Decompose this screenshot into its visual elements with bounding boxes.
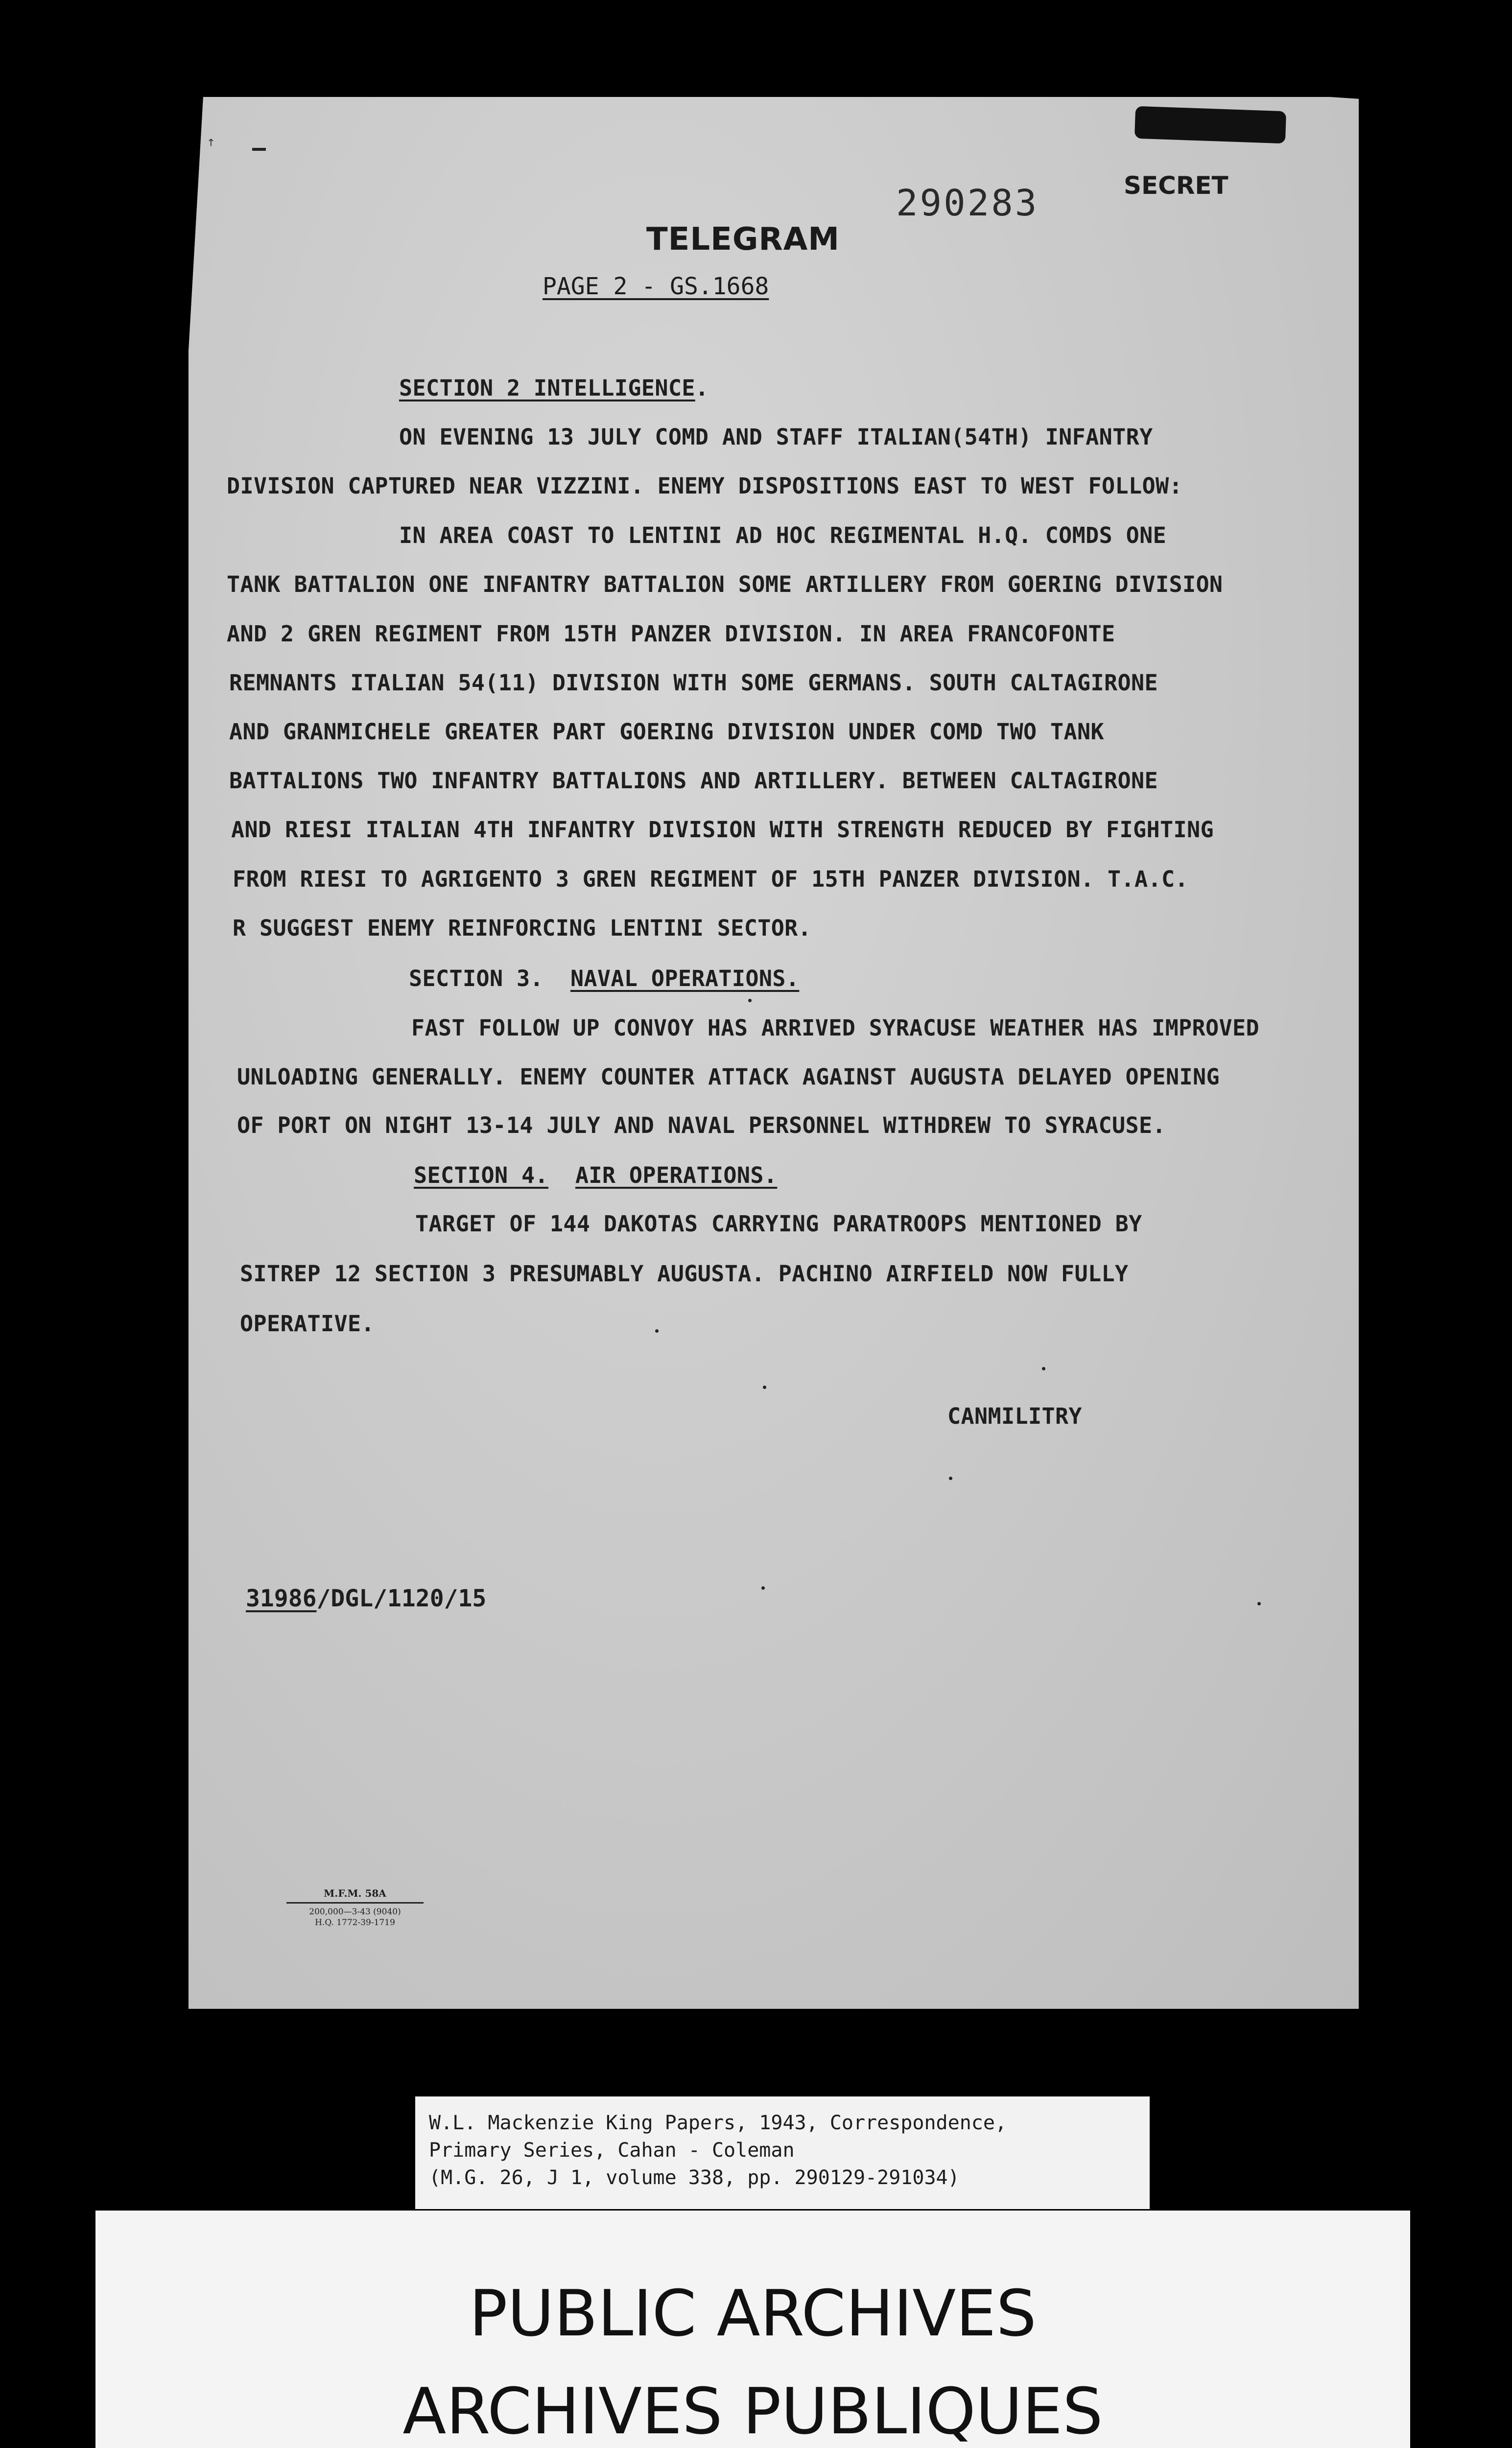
section4-line: OPERATIVE. <box>240 1311 375 1337</box>
section2-line: AND 2 GREN REGIMENT FROM 15TH PANZER DIVISION. IN AREA FRANCOFONTE <box>227 621 1115 647</box>
section2-line: R SUGGEST ENEMY REINFORCING LENTINI SECTOR. <box>233 915 812 941</box>
section2-line: AND GRANMICHELE GREATER PART GOERING DIVISION UNDER COMD TWO TANK <box>229 719 1104 745</box>
redaction-bar <box>1134 106 1286 144</box>
section4-line: SITREP 12 SECTION 3 PRESUMABLY AUGUSTA. PACHINO AIRFIELD NOW FULLY <box>240 1261 1129 1287</box>
scan-speck <box>655 1329 659 1333</box>
classification-label: SECRET <box>1124 171 1228 200</box>
form-code-line: 200,000—3-43 (9040) <box>309 1907 401 1917</box>
telegram-sheet <box>189 97 1359 2009</box>
scan-speck <box>949 1477 952 1480</box>
form-code-line: H.Q. 1772-39-1719 <box>315 1918 395 1928</box>
banner-line-archives-publiques: ARCHIVES PUBLIQUES <box>402 2374 1103 2448</box>
archive-citation-label <box>415 2096 1150 2209</box>
section2-heading: SECTION 2 INTELLIGENCE. <box>399 375 709 401</box>
section2-line: DIVISION CAPTURED NEAR VIZZINI. ENEMY DISPOSITIONS EAST TO WEST FOLLOW: <box>227 473 1182 499</box>
form-code <box>286 1887 424 1928</box>
section2-line: REMNANTS ITALIAN 54(11) DIVISION WITH SOME GERMANS. SOUTH CALTAGIRONE <box>229 670 1158 696</box>
reference-number: 31986/DGL/1120/15 <box>246 1585 487 1612</box>
section2-line: BATTALIONS TWO INFANTRY BATTALIONS AND ARTILLERY. BETWEEN CALTAGIRONE <box>229 768 1158 794</box>
section2-line: FROM RIESI TO AGRIGENTO 3 GREN REGIMENT OF 15TH PANZER DIVISION. T.A.C. <box>233 866 1188 892</box>
scan-speck <box>748 999 752 1002</box>
scan-speck <box>761 1586 765 1590</box>
section3-heading: SECTION 3. NAVAL OPERATIONS. <box>409 965 800 991</box>
section3-line: OF PORT ON NIGHT 13-14 JULY AND NAVAL PERSONNEL WITHDREW TO SYRACUSE. <box>237 1112 1166 1138</box>
section2-line: ON EVENING 13 JULY COMD AND STAFF ITALIAN(54TH) INFANTRY <box>399 424 1153 450</box>
section4-line: TARGET OF 144 DAKOTAS CARRYING PARATROOPS MENTIONED BY <box>415 1211 1142 1237</box>
citation-line: W.L. Mackenzie King Papers, 1943, Correspondence, <box>429 2112 1007 2134</box>
section2-line: IN AREA COAST TO LENTINI AD HOC REGIMENTAL H.Q. COMDS ONE <box>399 522 1167 548</box>
section4-heading: SECTION 4. AIR OPERATIONS. <box>414 1162 778 1188</box>
scan-speck <box>763 1386 766 1389</box>
page-reference: PAGE 2 - GS.1668 <box>543 273 769 300</box>
telegram-title: TELEGRAM <box>646 221 840 258</box>
margin-mark: ꜛ <box>206 136 216 156</box>
signature-canmilitry: CANMILITRY <box>947 1403 1082 1429</box>
section3-line: FAST FOLLOW UP CONVOY HAS ARRIVED SYRACUSE WEATHER HAS IMPROVED <box>411 1015 1260 1041</box>
section3-line: UNLOADING GENERALLY. ENEMY COUNTER ATTACK AGAINST AUGUSTA DELAYED OPENING <box>237 1064 1220 1090</box>
citation-line: Primary Series, Cahan - Coleman <box>429 2139 795 2162</box>
form-code-line: M.F.M. 58A <box>286 1887 424 1904</box>
section2-line: TANK BATTALION ONE INFANTRY BATTALION SOME ARTILLERY FROM GOERING DIVISION <box>227 571 1223 597</box>
margin-dash <box>252 148 266 151</box>
banner-line-public-archives: PUBLIC ARCHIVES <box>469 2276 1037 2351</box>
archive-banner <box>95 2211 1410 2448</box>
document-number: 290283 <box>896 182 1039 224</box>
citation-line: (M.G. 26, J 1, volume 338, pp. 290129-291034) <box>429 2166 960 2189</box>
section2-line: AND RIESI ITALIAN 4TH INFANTRY DIVISION WITH STRENGTH REDUCED BY FIGHTING <box>231 817 1214 843</box>
scan-speck <box>1257 1602 1261 1605</box>
scan-speck <box>1042 1367 1045 1370</box>
